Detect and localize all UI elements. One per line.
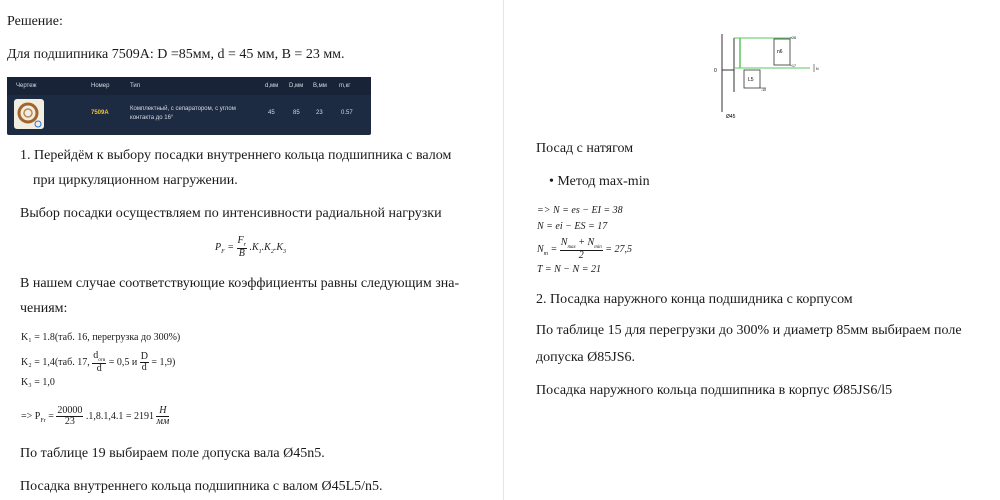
step1-line2: при циркуляционном нагружении.	[33, 173, 238, 188]
nm-result: = 27,5	[605, 243, 632, 255]
interference-heading: Посад с натягом	[536, 141, 634, 156]
diagram-d-label: Ø45	[726, 114, 736, 120]
inner-fit-text: Посадка внутреннего кольца подшипника с валом Ø45L5/n5.	[20, 479, 383, 494]
table-header	[7, 77, 371, 95]
diagram-top: +28	[790, 36, 796, 40]
k2-part1: K₂ = 1,4(таб. 17,	[21, 356, 90, 368]
bearing-number[interactable]: 7509A	[91, 110, 109, 116]
unit-numerator: H	[156, 406, 169, 417]
choice-text: Выбор посадки осуществляем по интенсивности радиальной нагрузки	[20, 206, 442, 221]
diagram-nmax: N	[816, 67, 819, 71]
nmax-formula: => N = es − EI = 38	[537, 205, 623, 216]
cell-B: 23	[316, 110, 323, 116]
outer-fit-text: Посадка наружного кольца подшипника в корпус Ø85JS6/l5	[536, 383, 893, 398]
nm-formula: $N_m$ = $\frac{N_{max} + N_{min}}{2}$ = 27,5	[537, 237, 632, 261]
header-D: D,мм	[289, 83, 304, 89]
step1-line1: 1. Перейдём к выбору посадки внутреннего кольца подшипника с валом	[20, 148, 452, 163]
header-B: B,мм	[313, 83, 327, 89]
k2-part2: = 0,5 и	[108, 356, 138, 368]
nmin-formula: N = ei − ES = 17	[537, 221, 608, 232]
table15-line2: допуска Ø85JS6.	[536, 350, 635, 365]
cell-m: 0.57	[341, 110, 353, 116]
k2-formula: K₂ = 1,4(таб. 17, $\frac{d_{отв}}{d}$ = 0,5 и $\frac{D}{d}$ = 1,9)	[21, 350, 176, 374]
header-type: Тип	[130, 83, 141, 89]
k1-formula: K₁ = 1.8(таб. 16, перегрузка до 300%)	[21, 332, 181, 343]
step2-heading: 2. Посадка наружного конца подшидника с корпусом	[536, 292, 853, 307]
cell-d: 45	[268, 110, 275, 116]
method-label: Метод max-min	[557, 174, 650, 189]
bearing-table	[7, 77, 371, 135]
diagram-low: -10	[761, 88, 767, 92]
cell-D: 85	[293, 110, 300, 116]
k2-part3: = 1,9)	[151, 356, 176, 368]
pr-calc-lead: => P	[21, 410, 41, 422]
header-d: d,мм	[265, 83, 279, 89]
diagram-upper-mid: +17	[790, 64, 796, 68]
pr-denominator: 23	[64, 416, 75, 427]
bullet-icon: •	[549, 174, 554, 189]
table15-line1: По таблице 15 для перегрузки до 300% и диаметр 85мм выбираем поле	[536, 323, 962, 338]
solution-label: Решение:	[7, 14, 63, 29]
pr-calculation: => $P_{Fr}$ = $\frac{20000}{23}$ .1,8.1,4.1 = 2191 $\frac{H}{мм}$	[21, 405, 170, 427]
td-formula: T = N − N = 21	[537, 264, 601, 275]
unit-denominator: мм	[156, 416, 170, 427]
bearing-icon	[14, 99, 44, 129]
table19-text: По таблице 19 выбираем поле допуска вала Ø45n5.	[20, 446, 325, 461]
tolerance-diagram	[700, 30, 830, 122]
bearing-type: Комплектный, с сепаратором, с углом	[130, 106, 236, 112]
coeff-line2: чениям:	[20, 301, 68, 316]
bearing-dimensions: Для подшипника 7509А: D =85мм, d = 45 мм, B = 23 мм.	[7, 47, 345, 62]
diagram-n6: n6	[777, 49, 783, 55]
header-number: Номер	[91, 83, 110, 89]
pr-formula: $P_F$ = $\frac{F_r}{B}$ $.K_1.K_2.K_3$	[215, 235, 286, 259]
method-item	[549, 174, 650, 190]
bearing-type-line2: контакта до 16°	[130, 115, 174, 121]
bearing-thumbnail[interactable]	[14, 99, 44, 129]
diagram-zero: 0	[714, 68, 717, 74]
diagram-l5: L5	[748, 77, 754, 83]
column-divider	[503, 0, 504, 500]
coeff-line1: В нашем случае соответствующие коэффициенты равны следующим зна-	[20, 276, 460, 291]
header-m: m,кг	[339, 83, 351, 89]
k3-formula: K₃ = 1,0	[21, 377, 55, 388]
pr-calc-tail: .1,8.1,4.1 = 2191	[85, 410, 154, 422]
pr-numerator: 20000	[57, 405, 83, 416]
header-drawing: Чертеж	[16, 83, 37, 89]
